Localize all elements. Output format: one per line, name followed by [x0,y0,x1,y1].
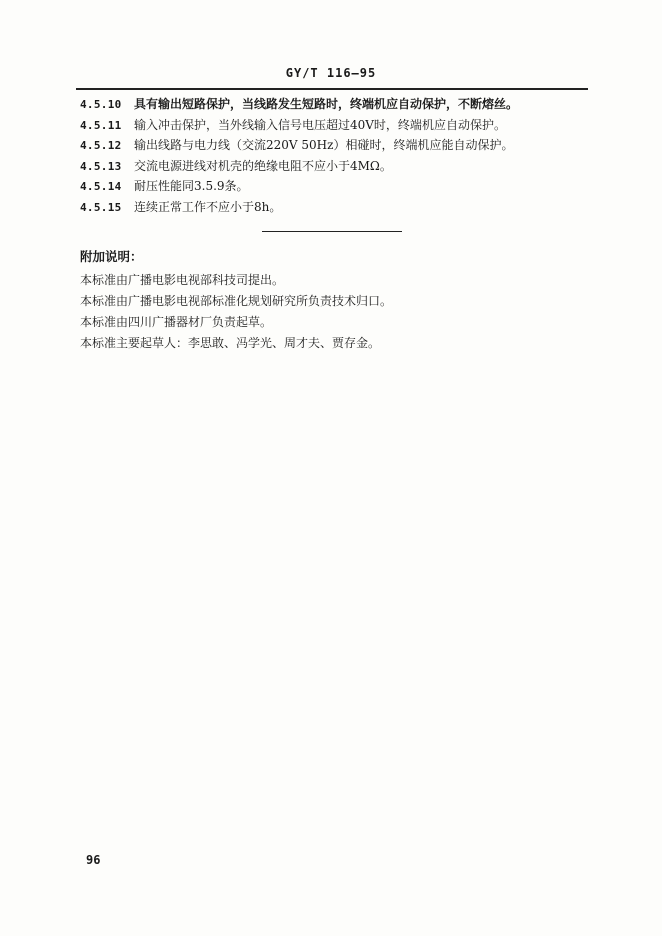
page-number: 96 [86,853,101,867]
note-line: 本标准主要起草人：李思敢、冯学光、周才夫、贾存金。 [80,336,381,350]
note-line: 本标准由四川广播器材厂负责起草。 [80,315,273,329]
clause-number: 4.5.14 [80,180,122,193]
clause-text: 输出线路与电力线（交流220V 50Hz）相碰时，终端机应能自动保护。 [134,138,514,152]
clause-number: 4.5.13 [80,159,122,173]
clause-item [80,94,600,115]
clause-item [80,197,600,218]
note-line: 本标准由广播电影电视部科技司提出。 [80,273,285,287]
clause-item [80,176,600,197]
clause-item [80,115,600,136]
clause-item [80,135,600,156]
additional-notes-title: 附加说明： [80,249,143,264]
clause-number: 4.5.10 [80,98,122,111]
additional-notes [80,270,600,354]
note-line: 本标准由广播电影电视部标准化规划研究所负责技术归口。 [80,294,393,308]
clause-text: 耐压性能同3.5.9条。 [134,179,249,193]
clause-text: 输入冲击保护，当外线输入信号电压超过40V时，终端机应自动保护。 [134,117,506,132]
clause-text: 具有输出短路保护，当线路发生短路时，终端机应自动保护，不断熔丝。 [134,97,519,111]
clause-number: 4.5.11 [80,118,122,132]
standard-code-header: GY/T 116—95 [285,66,377,80]
clause-list [80,94,600,217]
clause-number: 4.5.15 [80,200,122,214]
clause-number: 4.5.12 [80,139,122,152]
section-divider [262,231,402,232]
clause-text: 连续正常工作不应小于8h。 [134,199,282,214]
clause-item [80,156,600,177]
header-rule [76,88,588,90]
clause-text: 交流电源进线对机壳的绝缘电阻不应小于4MΩ。 [134,158,392,173]
